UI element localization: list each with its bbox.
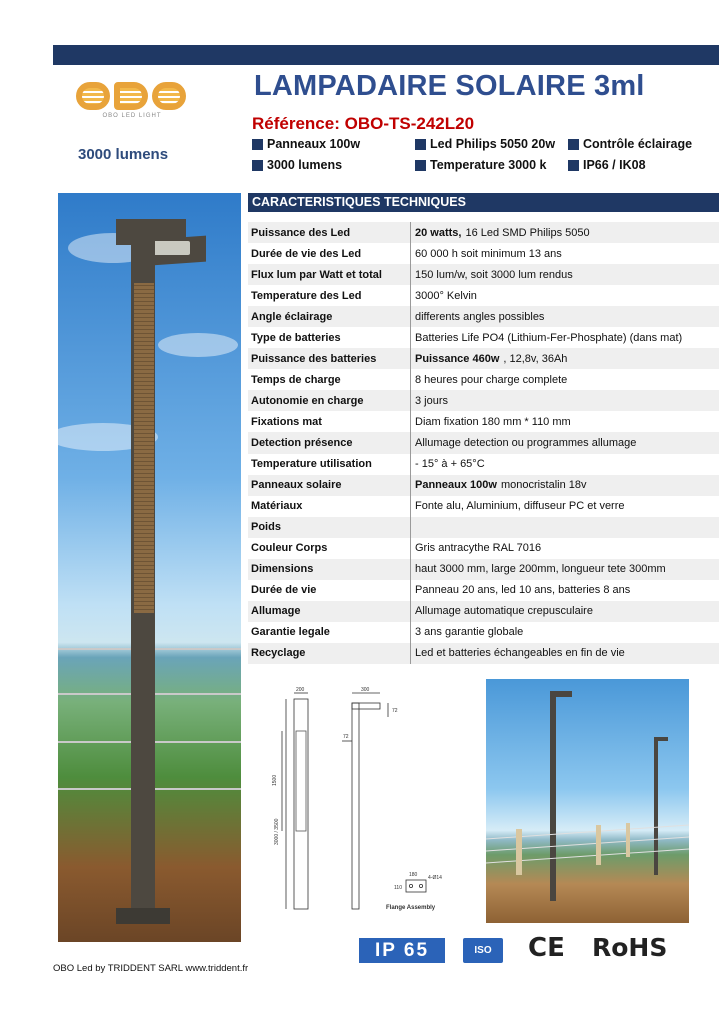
spec-row (248, 580, 719, 601)
spec-label: Angle éclairage (251, 310, 333, 323)
spec-value-text: 60 000 h soit minimum 13 ans (415, 247, 562, 260)
spec-value-text: Led et batteries échangeables en fin de vie (415, 647, 625, 660)
dimension-label: 72 (343, 734, 349, 740)
spec-row (248, 454, 719, 475)
logo-subtitle: OBO LED LIGHT (102, 113, 162, 119)
spec-value (410, 327, 719, 348)
spec-label: Durée de vie (251, 584, 317, 597)
square-bullet-icon (568, 160, 579, 171)
spec-value (410, 243, 719, 264)
dimension-label: 200 (296, 687, 305, 693)
spec-row (248, 538, 719, 559)
spec-label: Detection présence (251, 436, 353, 449)
iso-badge: ISO (463, 938, 503, 963)
spec-row (248, 475, 719, 496)
spec-row (248, 622, 719, 643)
page-title: LAMPADAIRE SOLAIRE 3ml (254, 70, 645, 102)
spec-row (248, 432, 719, 453)
section-title: CARACTERISTIQUES TECHNIQUES (248, 193, 719, 212)
logo-letter-o2 (152, 82, 186, 110)
spec-value-text: haut 3000 mm, large 200mm, longueur tete 300mm (415, 563, 666, 576)
spec-label: Temperature utilisation (251, 458, 372, 471)
dimension-label: 72 (392, 708, 398, 714)
spec-label: Durée de vie des Led (251, 247, 362, 260)
spec-value (410, 559, 719, 580)
spec-value (410, 454, 719, 475)
spec-row (248, 222, 719, 243)
spec-value (410, 496, 719, 517)
dimension-label: 110 (394, 885, 402, 891)
spec-value-text: Allumage automatique crepusculaire (415, 605, 593, 618)
spec-value (410, 411, 719, 432)
spec-label: Puissance des batteries (251, 352, 377, 365)
feature-item (252, 158, 342, 172)
spec-row (248, 348, 719, 369)
logo-letter-b (114, 82, 148, 110)
spec-value-text: 150 lum/w, soit 3000 lum rendus (415, 268, 573, 281)
spec-row (248, 390, 719, 411)
spec-value-text: 3 ans garantie globale (415, 626, 524, 639)
spec-value (410, 601, 719, 622)
spec-label: Autonomie en charge (251, 394, 364, 407)
spec-value (410, 475, 719, 496)
square-bullet-icon (252, 160, 263, 171)
dimension-label: 300 (361, 687, 370, 693)
square-bullet-icon (568, 139, 579, 150)
spec-value-text: 3000° Kelvin (415, 289, 477, 302)
feature-item (252, 137, 360, 151)
square-bullet-icon (252, 139, 263, 150)
spec-label: Temperature des Led (251, 289, 362, 302)
dimension-label: 180 (409, 872, 418, 878)
spec-label: Temps de charge (251, 373, 341, 386)
spec-value (410, 348, 719, 369)
spec-label: Type de batteries (251, 331, 341, 344)
spec-row (248, 517, 719, 538)
spec-label: Flux lum par Watt et total (251, 268, 382, 281)
footer-text: OBO Led by TRIDDENT SARL www.triddent.fr (53, 963, 249, 974)
spec-label: Garantie legale (251, 626, 330, 639)
product-photo-main (58, 193, 241, 942)
spec-value (410, 306, 719, 327)
side-lumens-label: 3000 lumens (78, 146, 169, 163)
spec-value-text: Batteries Life PO4 (Lithium-Fer-Phosphate) (dans mat) (415, 331, 683, 344)
dimension-label: 4-Ø14 (428, 875, 442, 881)
feature-item (568, 158, 646, 172)
feature-label: Temperature 3000 k (430, 158, 547, 172)
spec-row (248, 411, 719, 432)
spec-value-text: monocristalin 18v (500, 479, 587, 492)
spec-row (248, 327, 719, 348)
spec-value (410, 643, 719, 664)
feature-item (568, 137, 692, 151)
spec-row (248, 601, 719, 622)
logo-mark (76, 82, 188, 110)
spec-value (410, 517, 719, 538)
spec-label: Allumage (251, 605, 301, 618)
feature-label: Led Philips 5050 20w (430, 137, 556, 151)
spec-value-text: Gris antracythe RAL 7016 (415, 542, 542, 555)
spec-label: Panneaux solaire (251, 479, 342, 492)
dimension-label: 1500 (272, 774, 278, 786)
feature-label: IP66 / IK08 (583, 158, 646, 172)
spec-value-bold: Panneaux 100w (415, 479, 497, 492)
feature-label: 3000 lumens (267, 158, 343, 172)
spec-value-text: - 15° à + 65°C (415, 458, 485, 471)
scene-illustration (486, 679, 689, 923)
spec-value (410, 580, 719, 601)
spec-row (248, 559, 719, 580)
feature-item (415, 137, 555, 151)
spec-row (248, 264, 719, 285)
spec-label: Puissance des Led (251, 226, 351, 239)
feature-item (415, 158, 547, 172)
spec-label: Recyclage (251, 647, 306, 660)
top-banner (53, 45, 719, 65)
logo-letter-o1 (76, 82, 110, 110)
square-bullet-icon (415, 160, 426, 171)
spec-value-text: Diam fixation 180 mm * 110 mm (415, 415, 571, 428)
spec-value-text: Allumage detection ou programmes allumage (415, 436, 637, 449)
specs-table (248, 222, 719, 664)
spec-value-text: Fonte alu, Aluminium, diffuseur PC et verre (415, 500, 625, 513)
spec-row (248, 369, 719, 390)
spec-label: Matériaux (251, 500, 303, 513)
spec-value (410, 622, 719, 643)
rohs-mark: RoHS (592, 933, 668, 962)
spec-label: Fixations mat (251, 415, 322, 428)
spec-value (410, 390, 719, 411)
spec-label: Couleur Corps (251, 542, 328, 555)
spec-label: Poids (251, 521, 281, 534)
product-photo-secondary (486, 679, 689, 923)
spec-value (410, 222, 719, 243)
spec-value-text: 8 heures pour charge complete (415, 373, 568, 386)
spec-label: Dimensions (251, 563, 314, 576)
spec-value-bold: Puissance 460w (415, 352, 500, 365)
ip65-badge: IP 65 (359, 938, 445, 963)
feature-label: Panneaux 100w (267, 137, 361, 151)
feature-label: Contrôle éclairage (583, 137, 693, 151)
spec-row (248, 496, 719, 517)
spec-value-text: 3 jours (415, 394, 449, 407)
spec-row (248, 285, 719, 306)
spec-value (410, 538, 719, 559)
dimension-label: 3000 / 3500 (274, 818, 280, 845)
spec-value (410, 369, 719, 390)
solar-panel (134, 283, 154, 613)
spec-value (410, 264, 719, 285)
square-bullet-icon (415, 139, 426, 150)
spec-value-text: 16 Led SMD Philips 5050 (465, 226, 590, 239)
led-head (150, 241, 190, 255)
flange-label: Flange Assembly (386, 905, 436, 911)
brand-logo (76, 82, 188, 126)
product-reference: Référence: OBO-TS-242L20 (252, 114, 475, 133)
spec-value-text: , 12,8v, 36Ah (503, 352, 568, 365)
spec-value-text: differents angles possibles (415, 310, 545, 323)
spec-row (248, 243, 719, 264)
spec-value-text: Panneau 20 ans, led 10 ans, batteries 8 ans (415, 584, 631, 597)
technical-drawing (268, 683, 458, 920)
spec-row (248, 306, 719, 327)
spec-value-bold: 20 watts, (415, 226, 462, 239)
spec-value (410, 432, 719, 453)
spec-row (248, 643, 719, 664)
spec-value (410, 285, 719, 306)
ce-mark: CE (528, 933, 565, 963)
